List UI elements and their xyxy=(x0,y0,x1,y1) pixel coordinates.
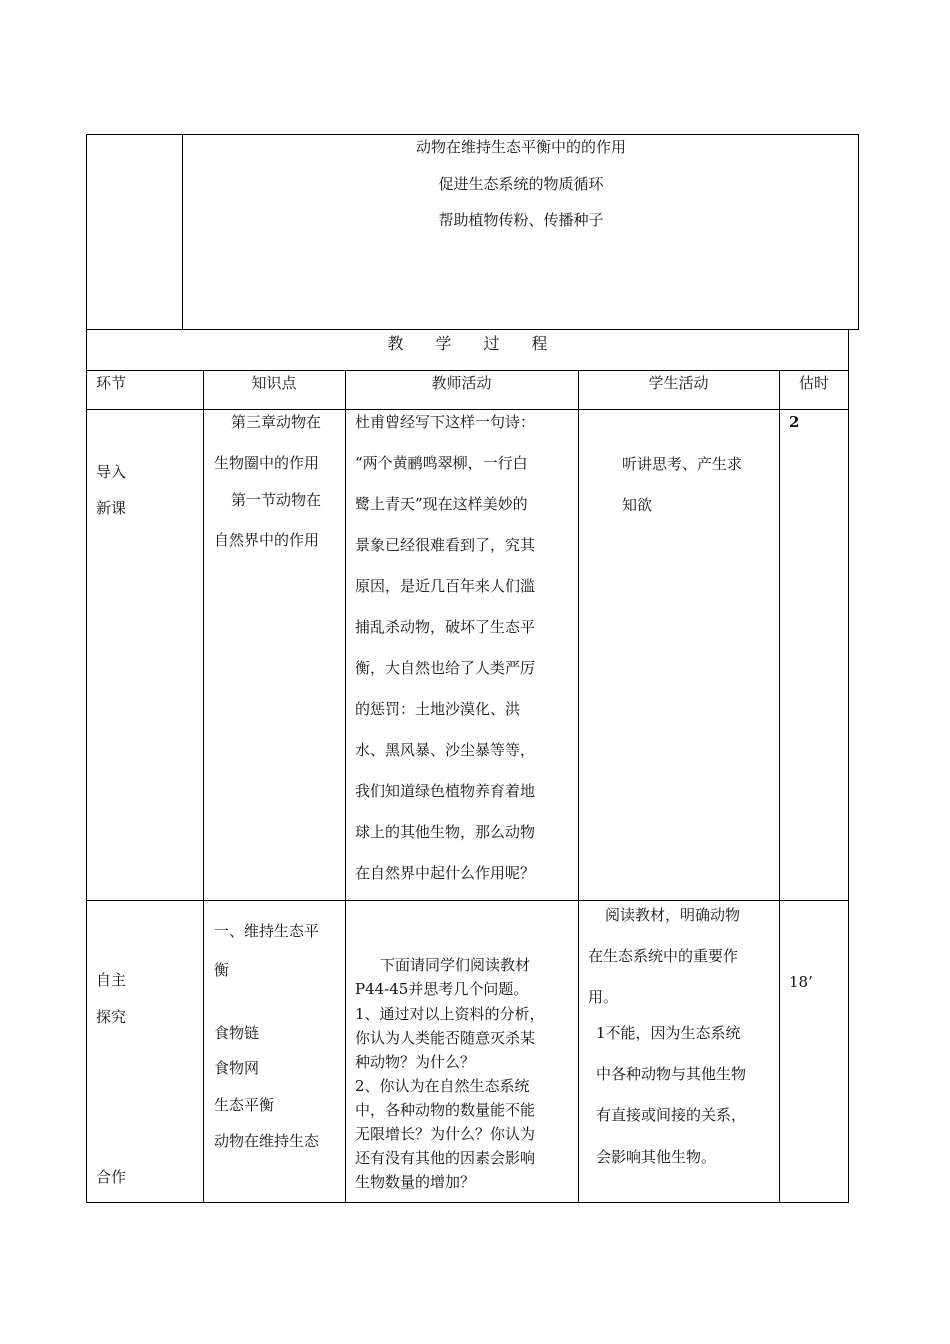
row1-teacher-line-9: 水、黑风暴、沙尘暴等等， xyxy=(355,741,536,759)
row1-student-line-2: 知欲 xyxy=(622,496,653,514)
row2-teacher-intro-2: P44-45并思考几个问题。 xyxy=(355,980,529,998)
row1-teacher-line-2: “两个黄鹂鸣翠柳，一行白 xyxy=(355,454,528,472)
row2-teacher-intro-1: 下面请同学们阅读教材 xyxy=(380,956,531,974)
row2-teacher-q-7: 还有没有其他的因素会影响 xyxy=(355,1149,536,1167)
row1-teacher-line-12: 在自然界中起什么作用呢？ xyxy=(355,864,536,882)
row2-student-line-3: 用。 xyxy=(588,988,619,1006)
row1-teacher-line-5: 原因，是近几百年来人们滥 xyxy=(355,577,536,595)
top-line-2: 促进生态系统的物质循环 xyxy=(438,175,604,193)
header-time: 估时 xyxy=(798,374,829,392)
row2-teacher-q-3: 种动物？为什么？ xyxy=(355,1053,476,1071)
col-line-1 xyxy=(203,370,204,1203)
header-section: 环节 xyxy=(96,374,127,392)
header-student: 学生活动 xyxy=(648,374,709,392)
row2-student-line-2: 在生态系统中的重要作 xyxy=(588,947,739,965)
row2-student-line-4: 1不能，因为生态系统 xyxy=(596,1024,741,1042)
row2-teacher-q-5: 中，各种动物的数量能不能 xyxy=(355,1101,536,1119)
row2-knowledge-line-3: 食物链 xyxy=(214,1024,260,1042)
process-title: 教 学 过 程 xyxy=(387,334,548,353)
row2-section-line-3: 合作 xyxy=(96,1168,127,1186)
row2-knowledge-line-4: 食物网 xyxy=(214,1059,260,1077)
row1-knowledge-line-3: 第一节动物在 xyxy=(231,491,322,509)
row1-knowledge-line-2: 生物圈中的作用 xyxy=(214,454,320,472)
header-knowledge: 知识点 xyxy=(251,374,297,392)
row1-section-line-1: 导入 xyxy=(96,463,127,481)
row1-knowledge-line-4: 自然界中的作用 xyxy=(214,531,320,549)
row1-time: 2 xyxy=(789,413,800,431)
row1-teacher-line-7: 衡，大自然也给了人类严厉 xyxy=(355,659,536,677)
col-line-3 xyxy=(578,370,579,1203)
row1-knowledge-line-1: 第三章动物在 xyxy=(231,413,322,431)
row2-teacher-q-6: 无限增长？为什么？你认为 xyxy=(355,1125,536,1143)
row2-section-line-1: 自主 xyxy=(96,971,127,989)
row2-knowledge-line-1: 一、维持生态平 xyxy=(214,922,320,940)
row1-student-line-1: 听讲思考、产生求 xyxy=(622,455,743,473)
row1-teacher-line-8: 的惩罚：土地沙漠化、洪 xyxy=(355,700,521,718)
row2-time: 18’ xyxy=(789,973,813,991)
row2-teacher-q-2: 你认为人类能否随意灭杀某 xyxy=(355,1029,536,1047)
row1-teacher-line-10: 我们知道绿色植物养育着地 xyxy=(355,782,536,800)
col-line-4 xyxy=(779,370,780,1203)
row2-student-line-7: 会影响其他生物。 xyxy=(596,1148,717,1166)
row2-student-line-5: 中各种动物与其他生物 xyxy=(596,1065,747,1083)
col-line-2 xyxy=(345,370,346,1203)
row1-teacher-line-11: 球上的其他生物，那么动物 xyxy=(355,823,536,841)
row2-student-line-6: 有直接或间接的关系， xyxy=(596,1106,747,1124)
row1-teacher-line-4: 景象已经很难看到了，究其 xyxy=(355,536,536,554)
row2-section-line-2: 探究 xyxy=(96,1008,127,1026)
row2-knowledge-line-5: 生态平衡 xyxy=(214,1096,275,1114)
header-teacher: 教师活动 xyxy=(431,374,492,392)
row2-teacher-q-4: 2、你认为在自然生态系统 xyxy=(355,1077,530,1095)
row2-knowledge-line-6: 动物在维持生态 xyxy=(214,1132,320,1150)
row2-teacher-q-8: 生物数量的增加？ xyxy=(355,1173,476,1191)
row2-teacher-q-1: 1、通过对以上资料的分析， xyxy=(355,1005,545,1023)
row1-section-line-2: 新课 xyxy=(96,499,127,517)
row2-knowledge-line-2: 衡 xyxy=(214,961,230,979)
top-line-1: 动物在维持生态平衡中的的作用 xyxy=(415,138,626,156)
row1-teacher-line-1: 杜甫曾经写下这样一句诗： xyxy=(355,413,536,431)
row1-teacher-line-6: 捕乱杀动物，破坏了生态平 xyxy=(355,618,536,636)
top-line-3: 帮助植物传粉、传播种子 xyxy=(438,211,604,229)
row1-teacher-line-3: 鹭上青天”现在这样美妙的 xyxy=(355,495,528,513)
row2-student-line-1: 阅读教材，明确动物 xyxy=(605,906,741,924)
